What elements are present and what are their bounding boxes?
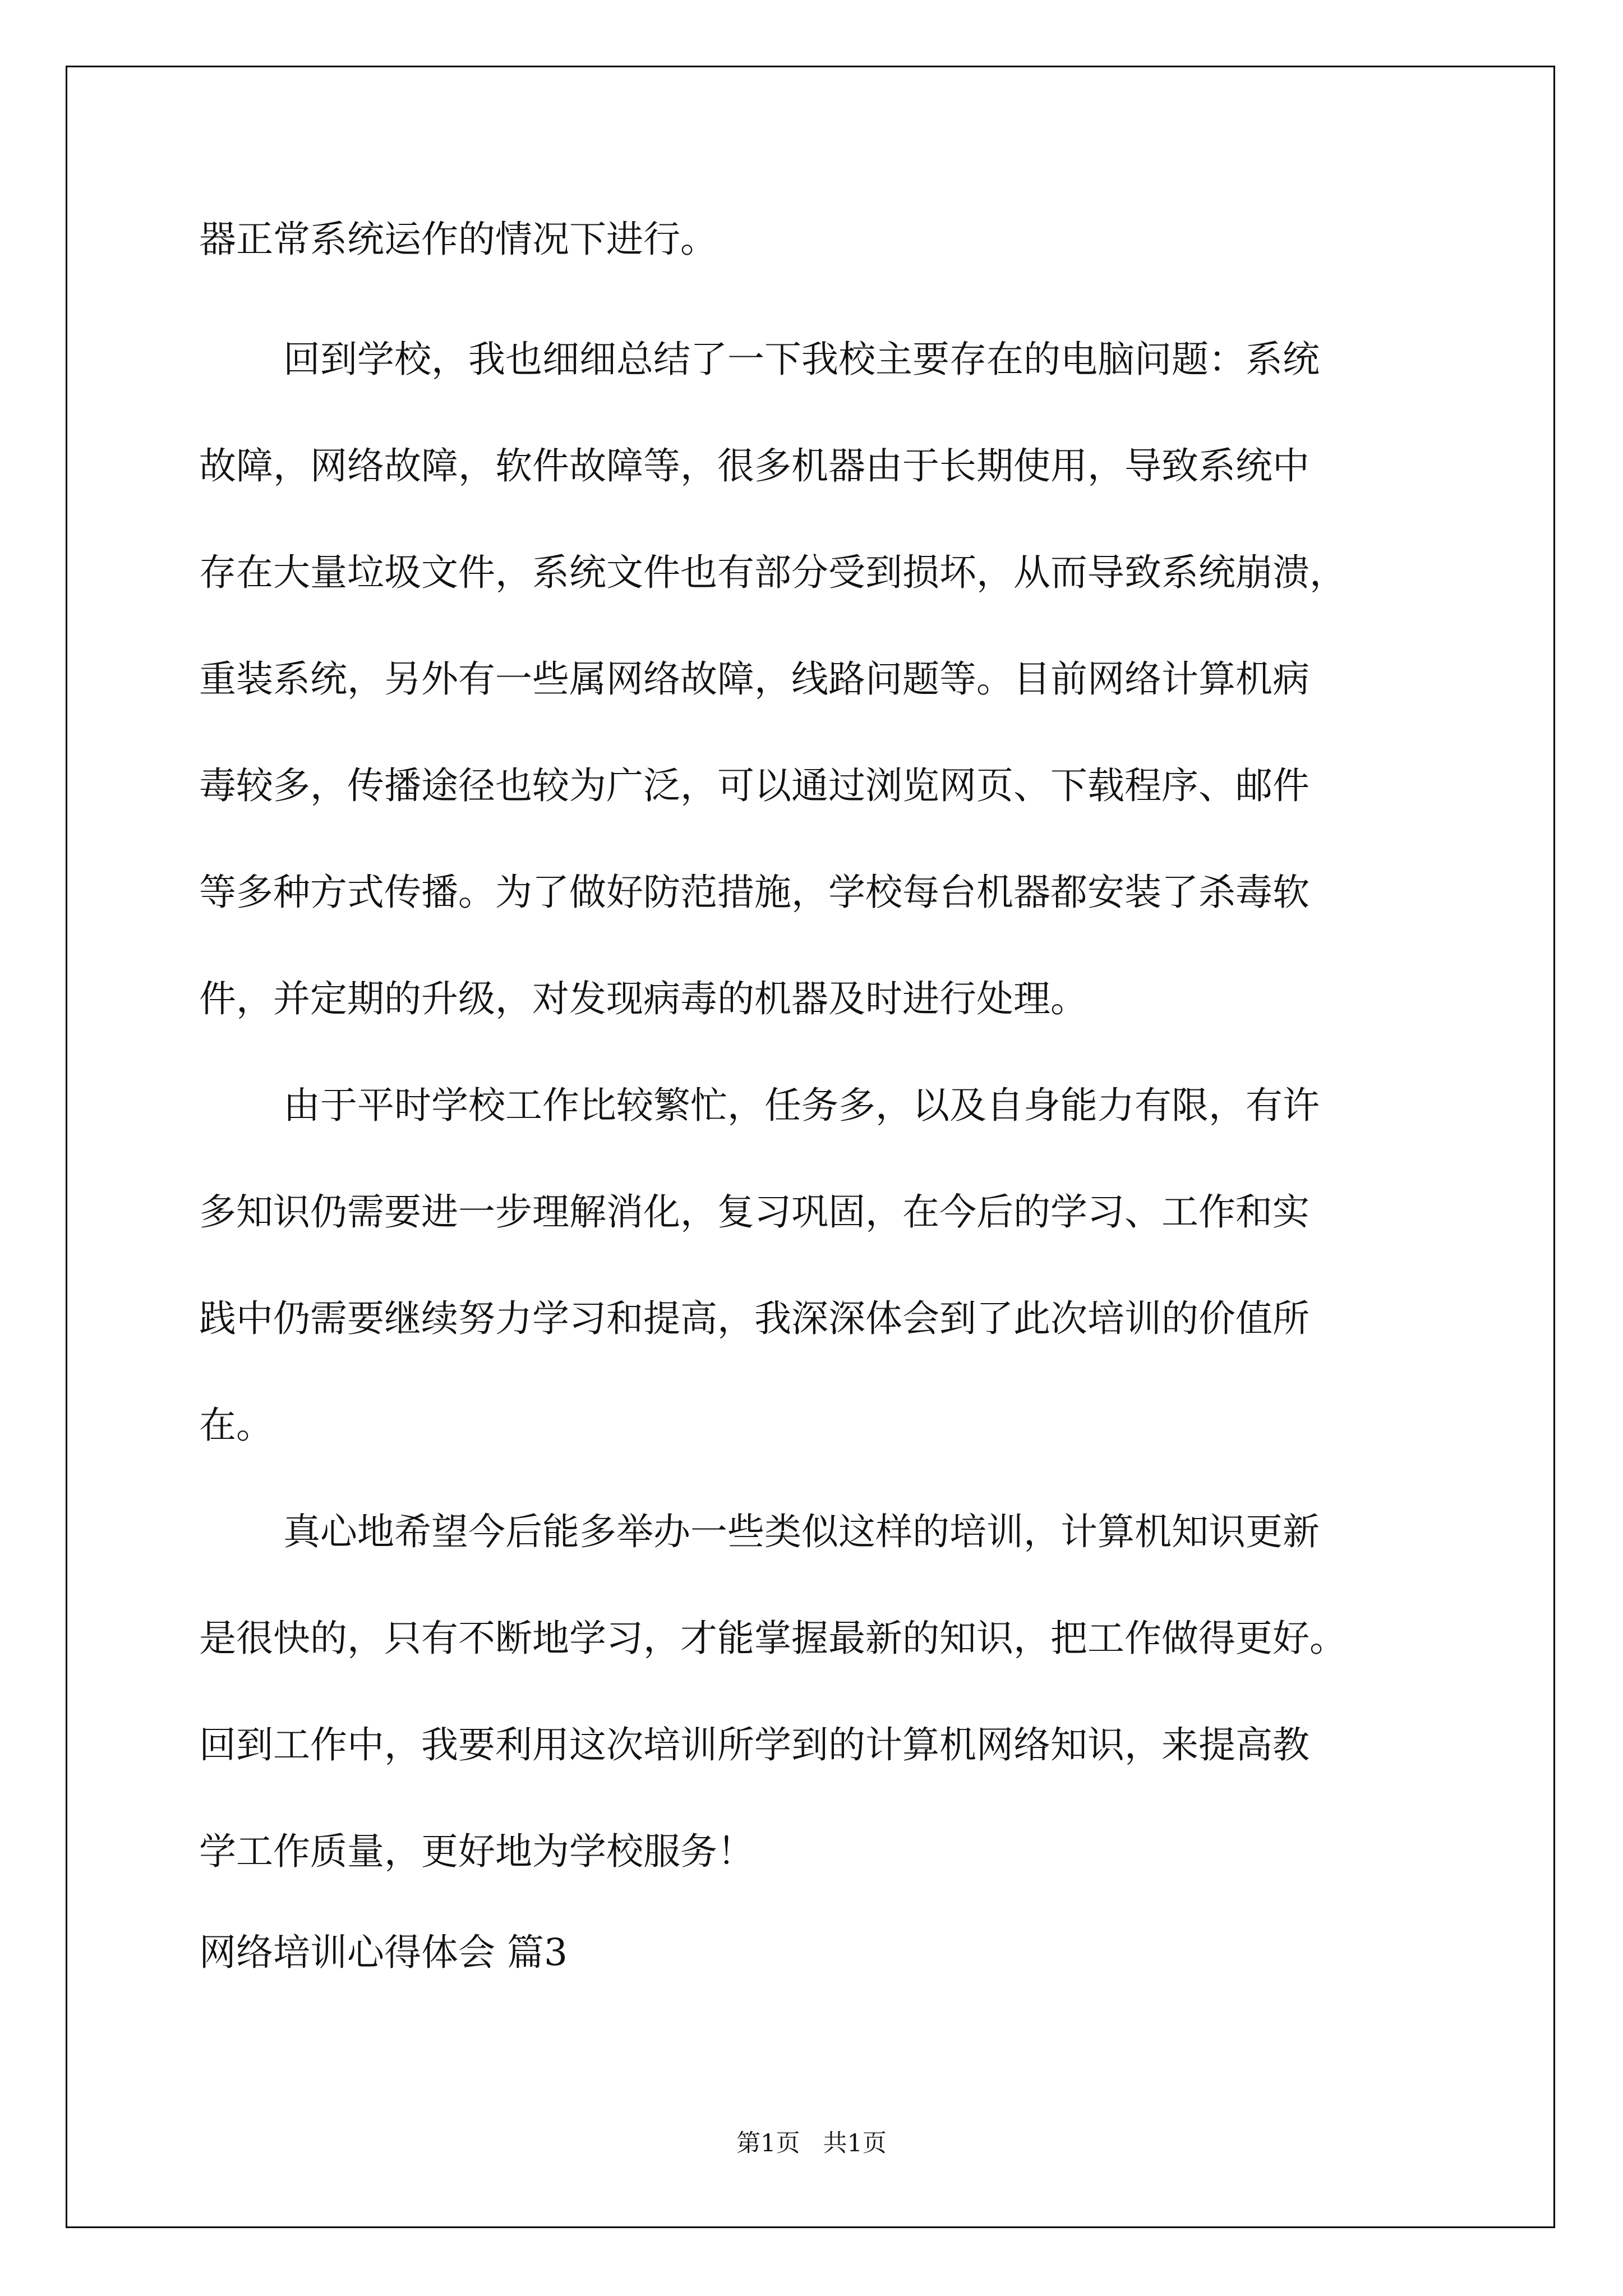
text-line: 践中仍需要继续努力学习和提高，我深深体会到了此次培训的价值所 — [199, 1297, 1310, 1340]
text-line: 毒较多，传播途径也较为广泛，可以通过浏览网页、下载程序、邮件 — [199, 764, 1310, 807]
text-line: 重装系统，另外有一些属网络故障，线路问题等。目前网络计算机病 — [199, 657, 1310, 701]
text-line: 存在大量垃圾文件，系统文件也有部分受到损坏，从而导致系统崩溃， — [199, 551, 1347, 594]
paragraph-first-line: 由于平时学校工作比较繁忙，任务多，以及自身能力有限，有许 — [283, 1084, 1320, 1127]
text-line: 学工作质量，更好地为学校服务！ — [199, 1830, 754, 1873]
paragraph-first-line: 回到学校，我也细细总结了一下我校主要存在的电脑问题：系统 — [283, 338, 1320, 381]
page-border — [66, 66, 1555, 2228]
text-line: 件，并定期的升级，对发现病毒的机器及时进行处理。 — [199, 977, 1087, 1020]
text-line: 是很快的，只有不断地学习，才能掌握最新的知识，把工作做得更好。 — [199, 1617, 1347, 1660]
text-line: 多知识仍需要进一步理解消化，复习巩固，在今后的学习、工作和实 — [199, 1190, 1310, 1234]
paragraph-first-line: 真心地希望今后能多举办一些类似这样的培训，计算机知识更新 — [283, 1510, 1320, 1553]
page-footer: 第1页 共1页 — [736, 2129, 887, 2157]
text-line: 器正常系统运作的情况下进行。 — [199, 218, 717, 261]
text-line: 等多种方式传播。为了做好防范措施，学校每台机器都安装了杀毒软 — [199, 871, 1310, 914]
text-line: 在。 — [199, 1404, 273, 1447]
text-line: 回到工作中，我要利用这次培训所学到的计算机网络知识，来提高教 — [199, 1723, 1310, 1766]
section-heading: 网络培训心得体会 篇3 — [199, 1931, 568, 1974]
text-line: 故障，网络故障，软件故障等，很多机器由于长期使用，导致系统中 — [199, 444, 1310, 487]
